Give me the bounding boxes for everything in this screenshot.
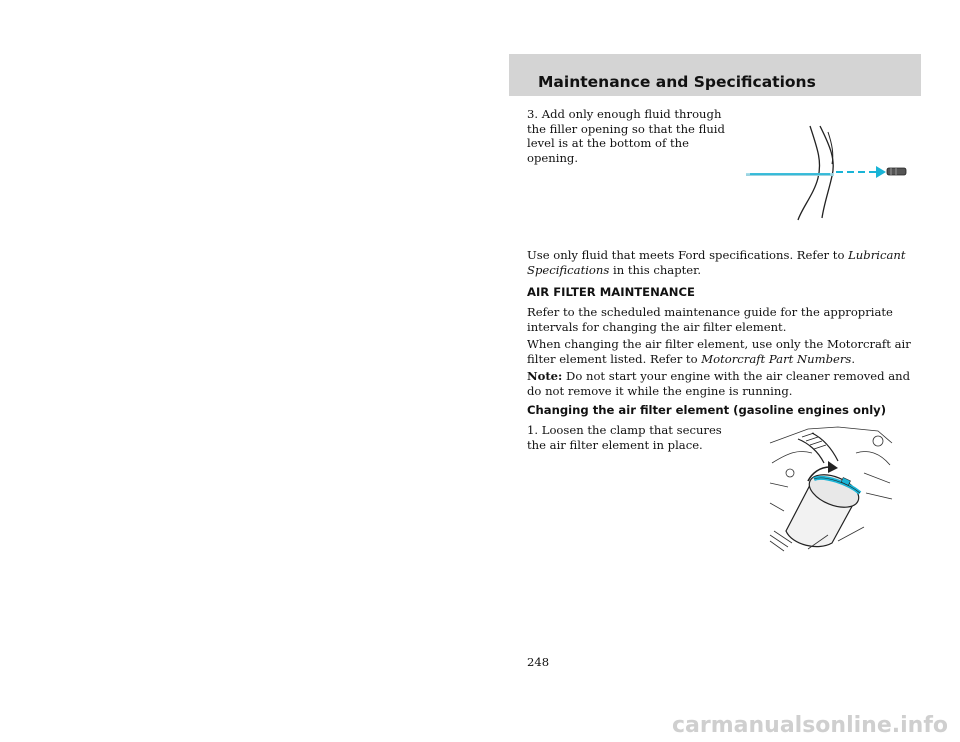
note-text: Do not start your engine with the air cleaner removed and do not remove it while the engine is running. (527, 369, 911, 398)
motorcraft-text: When changing the air filter element, use only the Motorcraft air filter element listed. Refer to (527, 337, 911, 366)
air-filter-clamp-illustration (768, 423, 894, 553)
schedule-paragraph: Refer to the scheduled maintenance guide for the appropriate intervals for changing the air filter element. (527, 305, 893, 334)
page-number: 248 (527, 655, 550, 669)
note-paragraph (527, 369, 917, 398)
section-header-band (509, 54, 921, 96)
watermark: carmanualsonline.info (672, 713, 948, 738)
fluid-spec-paragraph (527, 248, 917, 277)
lubricant-specifications-reference: Lubricant Specifications (527, 248, 906, 277)
fluid-fill-illustration (746, 120, 916, 222)
motorcraft-paragraph (527, 337, 917, 366)
motorcraft-part-numbers-reference: Motorcraft Part Numbers (701, 351, 852, 366)
motorcraft-text-end: . (851, 351, 856, 366)
section-title: Maintenance and Specifications (538, 73, 816, 91)
note-label: Note: (527, 369, 563, 383)
air-filter-heading: AIR FILTER MAINTENANCE (527, 285, 695, 299)
fluid-spec-text-end: in this chapter. (609, 262, 702, 277)
step-1-text: 1. Loosen the clamp that secures the air filter element in place. (527, 423, 722, 452)
fluid-spec-text: Use only fluid that meets Ford specifications. Refer to (527, 248, 849, 262)
changing-filter-subheading: Changing the air filter element (gasoline engines only) (527, 403, 887, 417)
step-3-text: 3. Add only enough fluid through the filler opening so that the fluid level is at the bottom of the opening. (527, 107, 725, 165)
